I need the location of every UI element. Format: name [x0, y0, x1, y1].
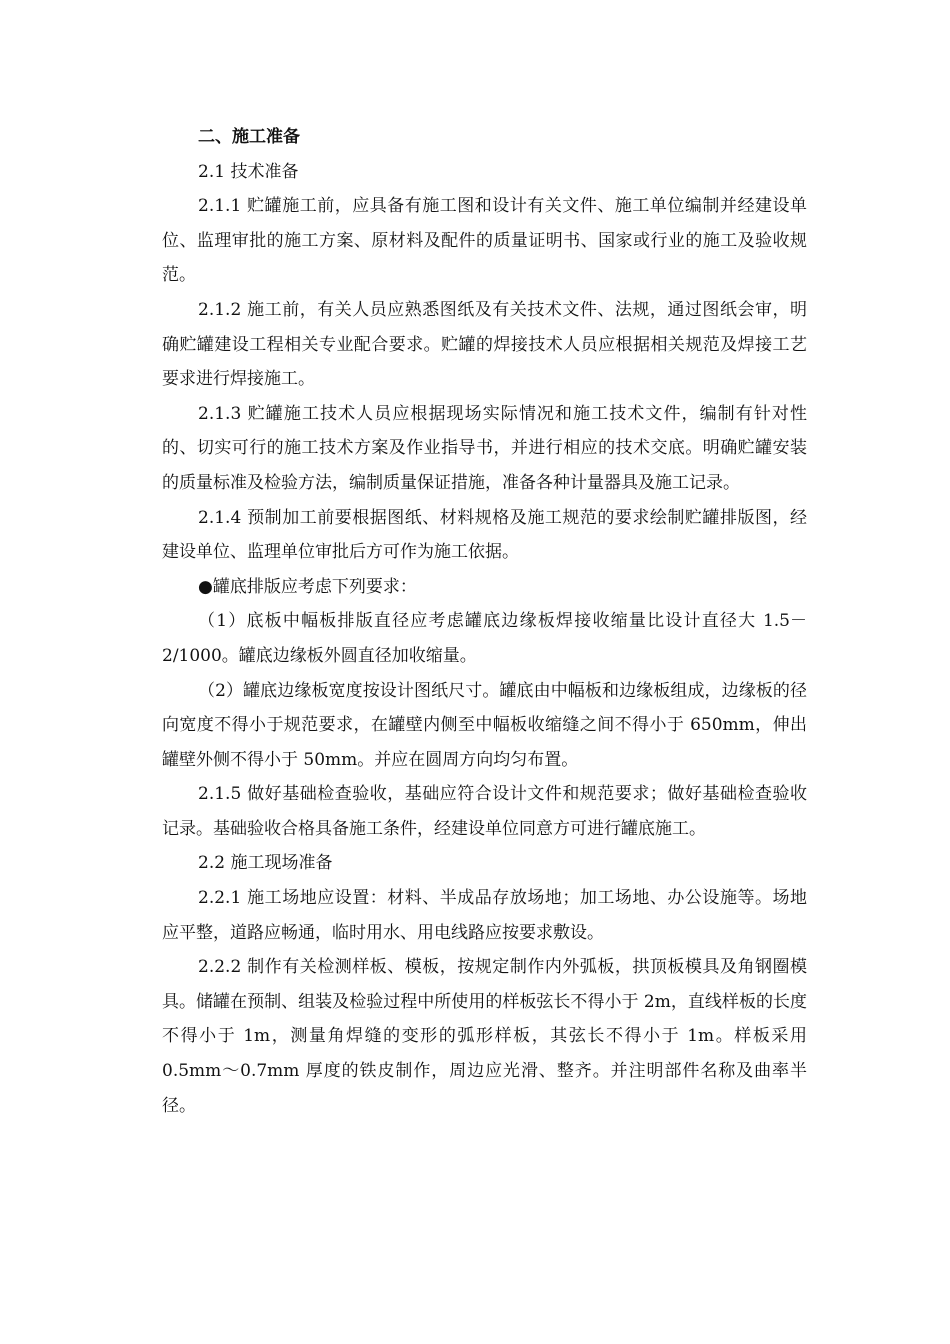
paragraph-2-1-5: 2.1.5 做好基础检查验收，基础应符合设计文件和规范要求；做好基础检查验收记录。基础验收合格具备施工条件，经建设单位同意方可进行罐底施工。 [162, 784, 807, 839]
list-item-1: （1）底板中幅板排版直径应考虑罐底边缘板焊接收缩量比设计直径大 1.5－2/1000。罐底边缘板外圆直径加收缩量。 [162, 611, 807, 666]
paragraph-2-1-2: 2.1.2 施工前，有关人员应熟悉图纸及有关技术文件、法规，通过图纸会审，明确贮罐建设工程相关专业配合要求。贮罐的焊接技术人员应根据相关规范及焊接工艺要求进行焊接施工。 [162, 299, 807, 390]
section-title: 二、施工准备 [198, 127, 300, 147]
subsection-heading-2-2: 2.2 施工现场准备 [198, 853, 333, 874]
list-item-2: （2）罐底边缘板宽度按设计图纸尺寸。罐底由中幅板和边缘板组成，边缘板的径向宽度不得小于规范要求，在罐壁内侧至中幅板收缩缝之间不得小于 650mm，伸出罐壁外侧不得小于 50mm。并应在圆周方向均匀布置。 [162, 680, 807, 770]
paragraph-2-1-3: 2.1.3 贮罐施工技术人员应根据现场实际情况和施工技术文件，编制有针对性的、切实可行的施工技术方案及作业指导书，并进行相应的技术交底。明确贮罐安装的质量标准及检验方法，编制质量保证措施，准备各种计量器具及施工记录。 [162, 403, 807, 493]
paragraph-2-1-1: 2.1.1 贮罐施工前，应具备有施工图和设计有关文件、施工单位编制并经建设单位、监理审批的施工方案、原材料及配件的质量证明书、国家或行业的施工及验收规范。 [162, 196, 807, 286]
paragraph-2-1-4: 2.1.4 预制加工前要根据图纸、材料规格及施工规范的要求绘制贮罐排版图，经建设单位、监理单位审批后方可作为施工依据。 [162, 507, 807, 563]
document-page [162, 120, 807, 1123]
paragraph-2-2-2: 2.2.2 制作有关检测样板、模板，按规定制作内外弧板，拱顶板模具及角钢圈模具。储罐在预制、组装及检验过程中所使用的样板弦长不得小于 2m，直线样板的长度不得小于 1m，测量角焊缝的变形的弧形样板，其弦长不得小于 1m。样板采用 0.5mm～0.7mm 厚度的铁皮制作，周边应光滑、整齐。并注明部件名称及曲率半径。 [162, 957, 807, 1116]
subsection-heading-2-1: 2.1 技术准备 [198, 161, 299, 182]
bullet-tank-bottom-layout: ●罐底排版应考虑下列要求： [198, 576, 417, 597]
paragraph-2-2-1: 2.2.1 施工场地应设置：材料、半成品存放场地；加工场地、办公设施等。场地应平整，道路应畅通，临时用水、用电线路应按要求敷设。 [162, 888, 807, 943]
